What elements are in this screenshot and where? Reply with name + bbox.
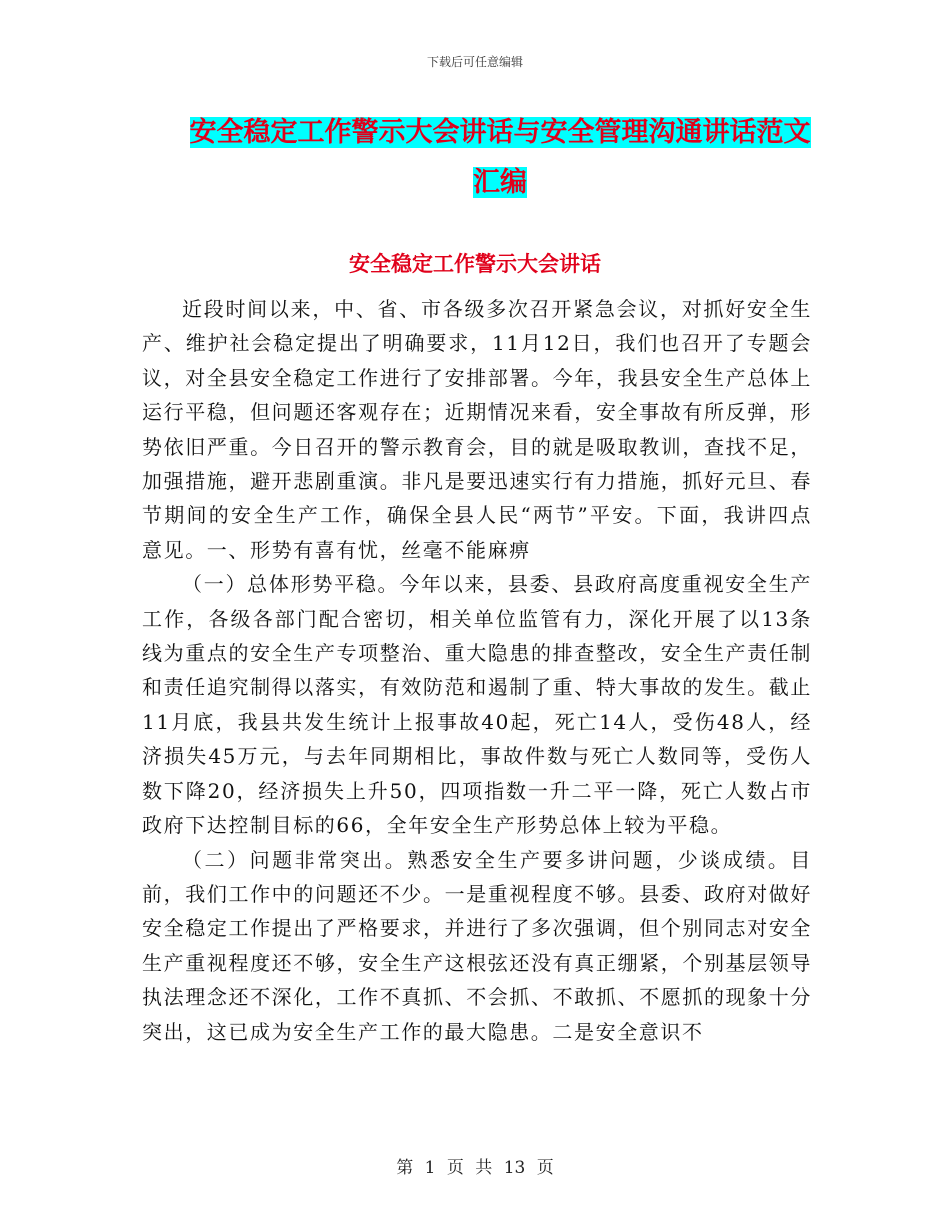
document-body: [142, 292, 812, 1049]
document-title-line-1: 安全稳定工作警示大会讲话与安全管理沟通讲话范文: [189, 117, 811, 148]
page-header-note: 下载后可任意编辑: [426, 55, 523, 69]
body-paragraph: （一）总体形势平稳。今年以来，县委、县政府高度重视安全生产工作，各级各部门配合密切，相关单位监管有力，深化开展了以13条线为重点的安全生产专项整治、重大隐患的排查整改，安全生产责任制和责任追究制得以落实，有效防范和遏制了重、特大事故的发生。截止11月底，我县共发生统计上报事故40起，死亡14人，受伤48人，经济损失45万元，与去年同期相比，事故件数与死亡人数同等，受伤人数下降20，经济损失上升50，四项指数一升二平一降，死亡人数占市政府下达控制目标的66，全年安全生产形势总体上较为平稳。: [142, 572, 812, 838]
document-title-line-2: 汇编: [473, 167, 527, 198]
body-paragraph: 近段时间以来，中、省、市各级多次召开紧急会议，对抓好安全生产、维护社会稳定提出了明确要求，11月12日，我们也召开了专题会议，对全县安全稳定工作进行了安排部署。今年，我县安全生产总体上运行平稳，但问题还客观存在；近期情况来看，安全事故有所反弹，形势依旧严重。今日召开的警示教育会，目的就是吸取教训，查找不足，加强措施，避开悲剧重演。非凡是要迅速实行有力措施，抓好元旦、春节期间的安全生产工作，确保全县人民“两节”平安。下面，我讲四点意见。一、形势有喜有忧，丝毫不能麻痹: [142, 297, 812, 562]
page-footer: 第 1 页 共 13 页: [396, 1158, 554, 1178]
section-title: 安全稳定工作警示大会讲话: [349, 252, 601, 276]
body-paragraph: （二）问题非常突出。熟悉安全生产要多讲问题，少谈成绩。目前，我们工作中的问题还不少。一是重视程度不够。县委、政府对做好安全稳定工作提出了严格要求，并进行了多次强调，但个别同志对安全生产重视程度还不够，安全生产这根弦还没有真正绷紧，个别基层领导执法理念还不深化，工作不真抓、不会抓、不敢抓、不愿抓的现象十分突出，这已成为安全生产工作的最大隐患。二是安全意识不: [142, 847, 812, 1044]
document-title: [120, 108, 880, 208]
